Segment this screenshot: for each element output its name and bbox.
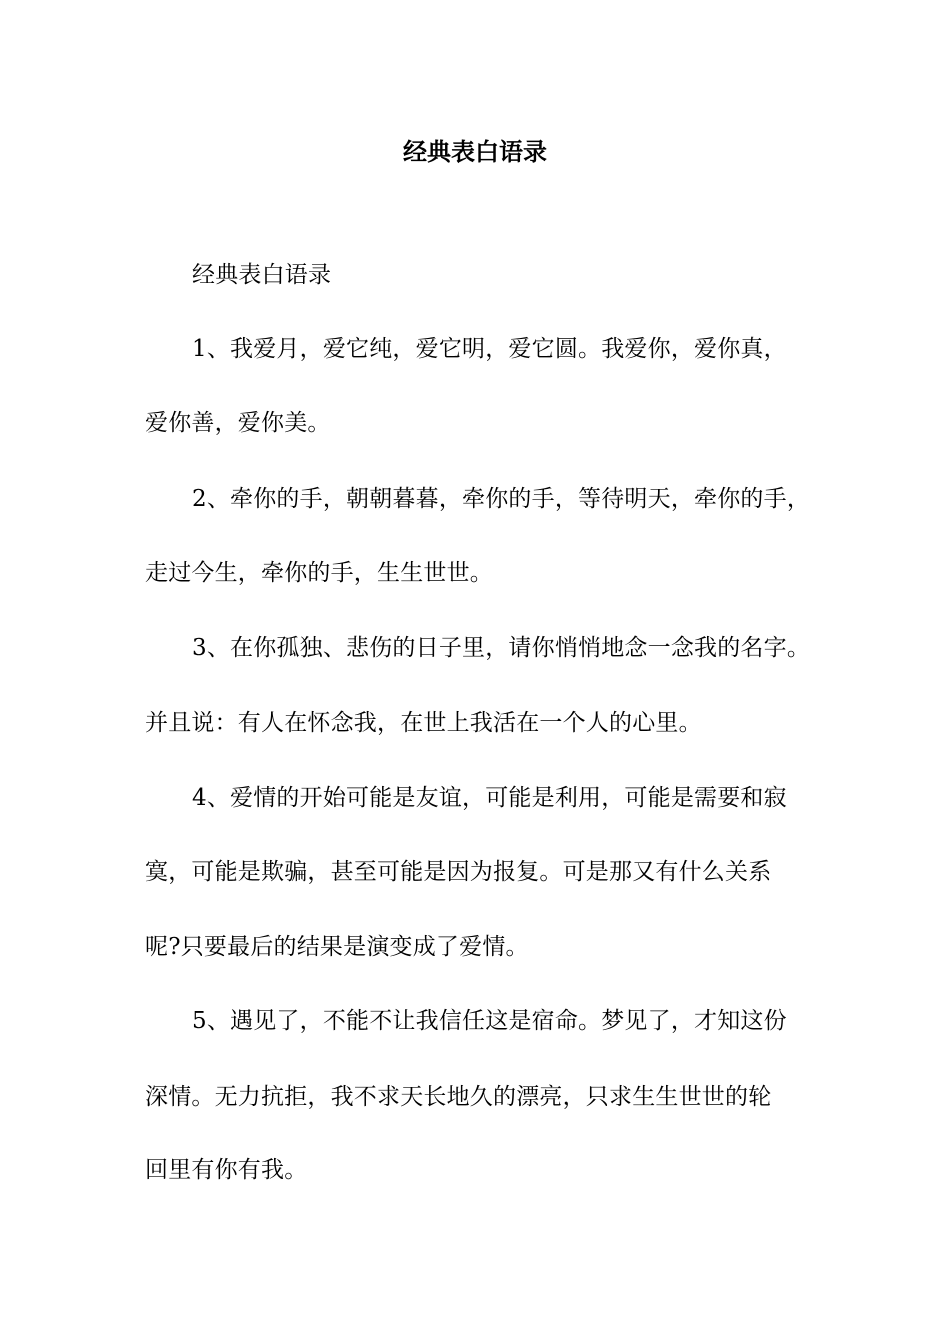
body-subtitle-line: 经典表白语录: [192, 262, 332, 288]
quote-4-line-2: 寞，可能是欺骗，甚至可能是因为报复。可是那又有什么关系: [145, 859, 772, 885]
quote-5-line-2: 深情。无力抗拒，我不求天长地久的漂亮，只求生生世世的轮: [145, 1084, 772, 1110]
document-title: 经典表白语录: [403, 137, 547, 166]
quote-3-line-2: 并且说：有人在怀念我，在世上我活在一个人的心里。: [145, 710, 702, 736]
quote-3-line-1: 3、在你孤独、悲伤的日子里，请你悄悄地念一念我的名字。: [192, 635, 811, 661]
quote-2-line-1: 2、牵你的手，朝朝暮暮，牵你的手，等待明天，牵你的手，: [192, 486, 811, 512]
quote-5-line-1: 5、遇见了，不能不让我信任这是宿命。梦见了，才知这份: [192, 1008, 787, 1034]
quote-5-line-3: 回里有你有我。: [145, 1157, 308, 1183]
quote-4-line-3: 呢?只要最后的结果是演变成了爱情。: [145, 934, 529, 960]
quote-1-line-2: 爱你善，爱你美。: [145, 410, 331, 436]
quote-4-line-1: 4、爱情的开始可能是友谊，可能是利用，可能是需要和寂: [192, 785, 787, 811]
quote-2-line-2: 走过今生，牵你的手，生生世世。: [145, 560, 493, 586]
quote-1-line-1: 1、我爱月，爱它纯，爱它明，爱它圆。我爱你，爱你真，: [192, 336, 787, 362]
